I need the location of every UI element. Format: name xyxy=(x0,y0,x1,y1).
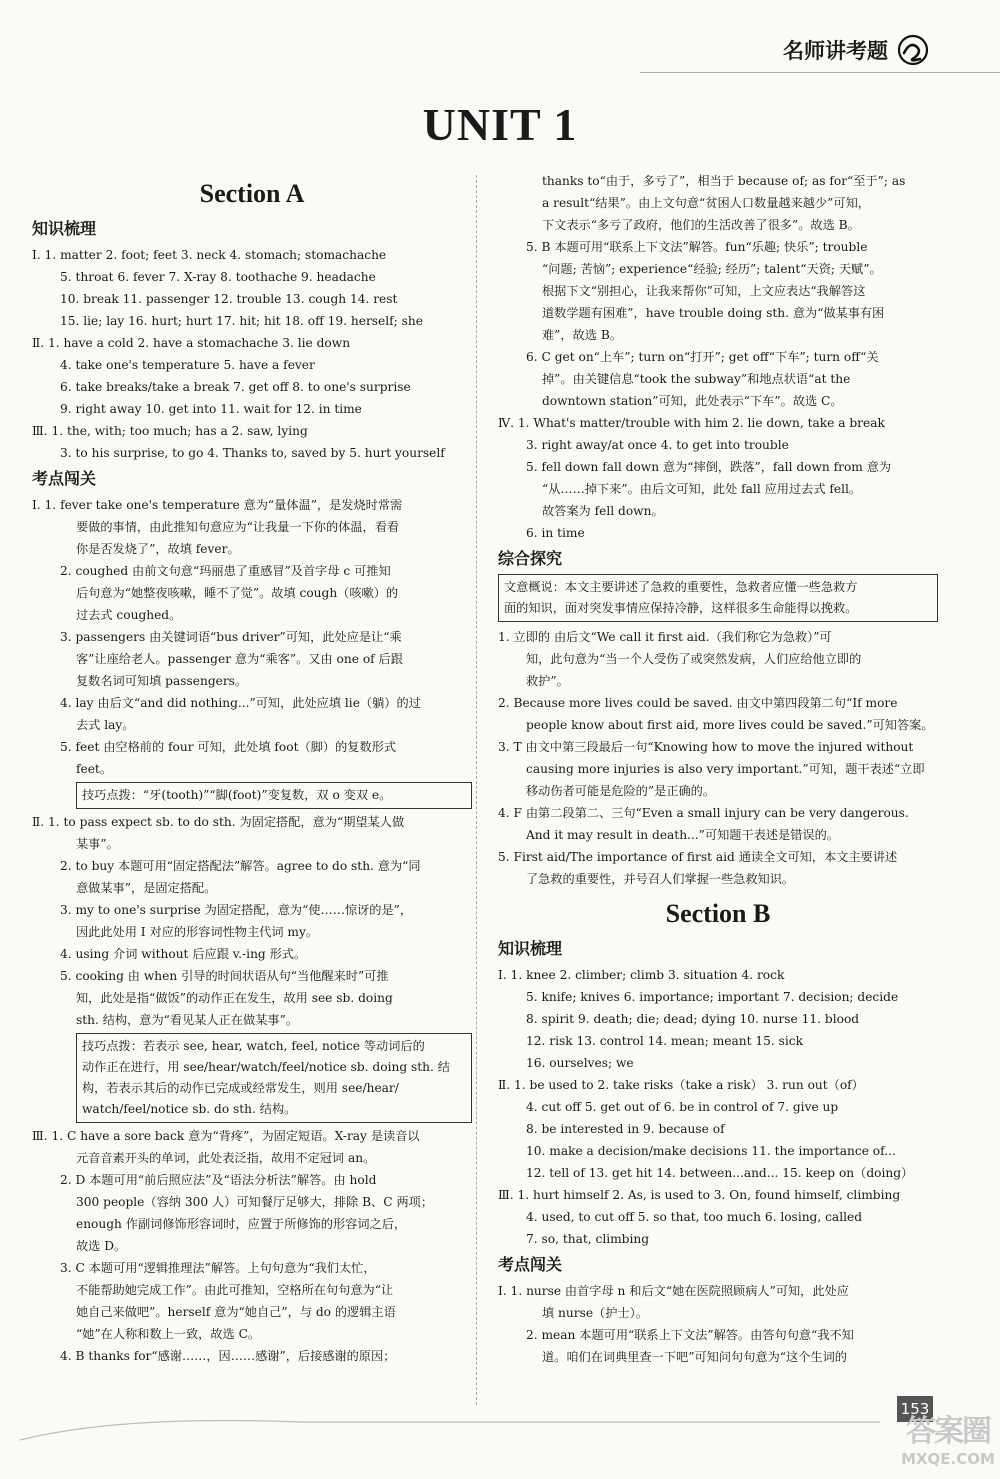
section-title: Section B xyxy=(665,899,771,928)
answer-line: 4. take one's temperature 5. have a fever xyxy=(60,358,315,372)
answer-line: 4. lay 由后文“and did nothing...”可知，此处应填 lie（躺）的过 xyxy=(60,696,421,710)
answer-line: 4. used, to cut off 5. so that, too much 6. losing, called xyxy=(526,1210,863,1224)
answer-line: feet。 xyxy=(76,762,113,776)
answer-line: 4. B thanks for“感谢……，因……感谢”，后接感谢的原因； xyxy=(60,1349,396,1363)
answer-line: 3. T 由文中第三段最后一句“Knowing how to move the injured without xyxy=(498,740,914,754)
answer-line: Ⅲ. 1. the, with; too much; has a 2. saw, lying xyxy=(32,424,308,438)
answer-line: 知，此句意为“当一个人受伤了或突然发病，人们应给他立即的 xyxy=(526,652,862,666)
answer-line: causing more injuries is also very important.”可知，题干表述“立即 xyxy=(526,762,925,776)
box-line: 面的知识，面对突发事情应保持冷静，这样很多生命能得以挽救。 xyxy=(504,601,858,615)
watermark xyxy=(900,1415,996,1475)
answer-line: 5. feet 由空格前的 four 可知，此处填 foot（脚）的复数形式 xyxy=(60,740,397,754)
answer-line: 8. spirit 9. death; die; dead; dying 10. nurse 11. blood xyxy=(526,1012,860,1026)
answer-line: a result“结果”。由上文句意“贫困人口数量越来越少”可知， xyxy=(542,196,870,210)
answer-line: 她自己来做吧”。herself 意为“她自己”，与 do 的逻辑主语 xyxy=(76,1305,396,1319)
brand-logo-icon xyxy=(896,33,930,67)
answer-line: 12. risk 13. control 14. mean; meant 15. sick xyxy=(526,1034,803,1048)
watermark-top: 答案圈 xyxy=(906,1414,990,1449)
tip-box xyxy=(76,1033,472,1123)
answer-line: Ⅱ. 1. have a cold 2. have a stomachache 3. lie down xyxy=(32,336,351,350)
answer-line: people know about first aid, more lives could be saved.”可知答案。 xyxy=(526,718,934,732)
answer-line: 移动伤者可能是危险的”是正确的。 xyxy=(526,784,716,798)
answer-line: 10. make a decision/make decisions 11. the importance of... xyxy=(526,1144,896,1158)
page-header xyxy=(783,30,930,70)
answer-line: 客”让座给老人。passenger 意为“乘客”。又由 one of 后跟 xyxy=(76,652,403,666)
box-line: 动作正在进行，用 see/hear/watch/feel/notice sb. doing sth. 结 xyxy=(82,1060,450,1074)
answer-line: 过去式 coughed。 xyxy=(76,608,182,622)
answer-line: 难”，故选 B。 xyxy=(542,328,622,342)
answer-line: 6. take breaks/take a break 7. get off 8. to one's surprise xyxy=(60,380,411,394)
answer-line: 填 nurse（护士）。 xyxy=(542,1306,648,1320)
box-line: 文意概说：本文主要讲述了急救的重要性，急救者应懂一些急救方 xyxy=(504,580,858,594)
answer-line: 元音音素开头的单词，此处表泛指，故用不定冠词 an。 xyxy=(76,1151,376,1165)
header-rule xyxy=(640,72,1000,73)
left-column xyxy=(32,170,472,1367)
answer-line: 2. to buy 本题可用“固定搭配法”解答。agree to do sth. 意为“同 xyxy=(60,859,421,873)
answer-line: 你是否发烧了”，故填 fever。 xyxy=(76,542,240,556)
answer-line: 12. tell of 13. get hit 14. between...and... 15. keep on（doing） xyxy=(526,1166,914,1180)
answer-line: downtown station”可知，此处表示“下车”。故选 C。 xyxy=(542,394,843,408)
answer-line: 故答案为 fell down。 xyxy=(542,504,664,518)
answer-line: sth. 结构，意为“看见某人正在做某事”。 xyxy=(76,1013,299,1027)
subsection-heading: 综合探究 xyxy=(498,549,563,568)
answer-line: 5. B 本题可用“联系上下文法”解答。fun“乐趣; 快乐”; trouble xyxy=(526,240,868,254)
brand-name: 名师讲考题 xyxy=(783,39,888,63)
answer-line: 16. ourselves; we xyxy=(526,1056,634,1070)
answer-line: “她”在人称和数上一致，故选 C。 xyxy=(76,1327,261,1341)
answer-line: enough 作副词修饰形容词时，应置于所修饰的形容词之后， xyxy=(76,1217,407,1231)
answer-line: 3. my to one's surprise 为固定搭配，意为“使……惊讶的是”， xyxy=(60,903,413,917)
box-line: 技巧点拨：“牙(tooth)”“脚(foot)”变复数，双 o 变双 e。 xyxy=(82,788,392,802)
answer-line: 8. be interested in 9. because of xyxy=(526,1122,725,1136)
answer-line: 6. in time xyxy=(526,526,585,540)
answer-line: 掉”。由关键信息“took the subway”和地点状语“at the xyxy=(542,372,851,386)
answer-line: Ⅰ. 1. matter 2. foot; feet 3. neck 4. stomach; stomachache xyxy=(32,248,387,262)
answer-line: 4. F 由第二段第二、三句“Even a small injury can be very dangerous. xyxy=(498,806,909,820)
answer-line: Ⅱ. 1. be used to 2. take risks（take a risk） 3. run out（of） xyxy=(498,1078,864,1092)
answer-line: 复数名词可知填 passengers。 xyxy=(76,674,248,688)
answer-line: 根据下文“别担心，让我来帮你”可知，上文应表达“我解答这 xyxy=(542,284,866,298)
box-line: watch/feel/notice sb. do sth. 结构。 xyxy=(82,1102,297,1116)
answer-line: 后句意为“她整夜咳嗽，睡不了觉”。故填 cough（咳嗽）的 xyxy=(76,586,399,600)
answer-line: “从……掉下来”。由后文可知，此处 fall 应用过去式 fell。 xyxy=(542,482,862,496)
tip-box xyxy=(76,782,472,809)
section-title: Section A xyxy=(199,179,305,208)
answer-line: 15. lie; lay 16. hurt; hurt 17. hit; hit 18. off 19. herself; she xyxy=(60,314,423,328)
answer-line: 2. mean 本题可用“联系上下文法”解答。由答句句意“我不知 xyxy=(526,1328,854,1342)
answer-line: 5. cooking 由 when 引导的时间状语从句“当他醒来时”可推 xyxy=(60,969,389,983)
answer-line: 去式 lay。 xyxy=(76,718,135,732)
answer-line: 下文表示“多亏了政府，他们的生活改善了很多”。故选 B。 xyxy=(542,218,860,232)
answer-line: 某事”。 xyxy=(76,837,119,851)
answer-line: Ⅳ. 1. What's matter/trouble with him 2. lie down, take a break xyxy=(498,416,885,430)
subsection-heading: 考点闯关 xyxy=(32,469,97,488)
answer-line: 1. 立即的 由后文“We call it first aid.（我们称它为急救）”可 xyxy=(498,630,832,644)
answer-line: thanks to“由于，多亏了”，相当于 because of; as for“至于”; as xyxy=(542,174,906,188)
answer-line: 道。咱们在词典里查一下吧”可知问句句意为“这个生词的 xyxy=(542,1350,847,1364)
answer-line: 因此此处用 I 对应的形容词性物主代词 my。 xyxy=(76,925,319,939)
answer-line: Ⅱ. 1. to pass expect sb. to do sth. 为固定搭配，意为“期望某人做 xyxy=(32,815,405,829)
answer-line: 要做的事情，由此推知句意应为“让我量一下你的体温，看看 xyxy=(76,520,400,534)
answer-line: 意做某事”，是固定搭配。 xyxy=(76,881,217,895)
subsection-heading: 知识梳理 xyxy=(32,219,97,238)
subsection-heading: 考点闯关 xyxy=(498,1255,563,1274)
answer-line: 了急救的重要性，并号召人们掌握一些急救知识。 xyxy=(526,872,795,886)
answer-line: 7. so, that, climbing xyxy=(526,1232,650,1246)
summary-box xyxy=(498,574,938,622)
answer-line: 5. First aid/The importance of first aid 通读全文可知，本文主要讲述 xyxy=(498,850,898,864)
answer-line: “问题; 苦恼”; experience“经验; 经历”; talent“天资; 天赋”。 xyxy=(542,262,882,276)
answer-line: 故选 D。 xyxy=(76,1239,127,1253)
box-line: 构，若表示其后的动作已完成或经常发生，则用 see/hear/ xyxy=(82,1081,399,1095)
answer-line: 300 people（容纳 300 人）可知餐厅足够大，排除 B、C 两项； xyxy=(76,1195,434,1209)
answer-line: 3. right away/at once 4. to get into trouble xyxy=(526,438,789,452)
answer-line: 3. to his surprise, to go 4. Thanks to, saved by 5. hurt yourself xyxy=(60,446,445,460)
answer-line: Ⅰ. 1. fever take one's temperature 意为“量体温”，是发烧时常需 xyxy=(32,498,403,512)
page-bottom-decoration xyxy=(0,1400,1000,1479)
answer-line: 道数学题有困难”，have trouble doing sth. 意为“做某事有困 xyxy=(542,306,885,320)
answer-line: 2. coughed 由前文句意“玛丽患了重感冒”及首字母 c 可推知 xyxy=(60,564,391,578)
answer-line: Ⅰ. 1. nurse 由首字母 n 和后文“她在医院照顾病人”可知，此处应 xyxy=(498,1284,849,1298)
answer-line: 5. fell down fall down 意为“摔倒，跌落”，fall down from 意为 xyxy=(526,460,892,474)
answer-line: 不能帮助她完成工作”。由此可推知，空格所在句句意为“让 xyxy=(76,1283,394,1297)
answer-line: And it may result in death...”可知题干表述是错误的。 xyxy=(526,828,839,842)
answer-line: Ⅲ. 1. C have a sore back 意为“背疼”，为固定短语。X-ray 是读音以 xyxy=(32,1129,420,1143)
answer-line: 2. Because more lives could be saved. 由文中第四段第二句“If more xyxy=(498,696,898,710)
answer-line: 2. D 本题可用“前后照应法”及“语法分析法”解答。由 hold xyxy=(60,1173,377,1187)
unit-title: UNIT 1 xyxy=(422,99,578,150)
answer-line: Ⅰ. 1. knee 2. climber; climb 3. situation 4. rock xyxy=(498,968,785,982)
answer-line: 5. throat 6. fever 7. X-ray 8. toothache 9. headache xyxy=(60,270,376,284)
answer-line: 3. passengers 由关键词语“bus driver”可知，此处应是让“乘 xyxy=(60,630,402,644)
answer-line: 6. C get on“上车”; turn on“打开”; get off“下车”; turn off“关 xyxy=(526,350,879,364)
watermark-bottom: MXQE.COM xyxy=(901,1450,995,1468)
answer-line: 9. right away 10. get into 11. wait for 12. in time xyxy=(60,402,362,416)
answer-line: Ⅲ. 1. hurt himself 2. As, is used to 3. On, found himself, climbing xyxy=(498,1188,901,1202)
right-column xyxy=(498,170,938,1368)
subsection-heading: 知识梳理 xyxy=(498,939,563,958)
answer-line: 救护”。 xyxy=(526,674,569,688)
answer-line: 知，此处是指“做饭”的动作正在发生，故用 see sb. doing xyxy=(76,991,393,1005)
answer-line: 4. using 介词 without 后应跟 v.-ing 形式。 xyxy=(60,947,307,961)
answer-line: 5. knife; knives 6. importance; important 7. decision; decide xyxy=(526,990,899,1004)
page-number: 153 xyxy=(897,1396,933,1422)
column-divider xyxy=(476,175,477,1405)
answer-line: 10. break 11. passenger 12. trouble 13. cough 14. rest xyxy=(60,292,398,306)
box-line: 技巧点拨：若表示 see, hear, watch, feel, notice 等动词后的 xyxy=(82,1039,425,1053)
answer-line: 3. C 本题可用“逻辑推理法”解答。上句句意为“我们太忙， xyxy=(60,1261,376,1275)
answer-line: 4. cut off 5. get out of 6. be in control of 7. give up xyxy=(526,1100,839,1114)
